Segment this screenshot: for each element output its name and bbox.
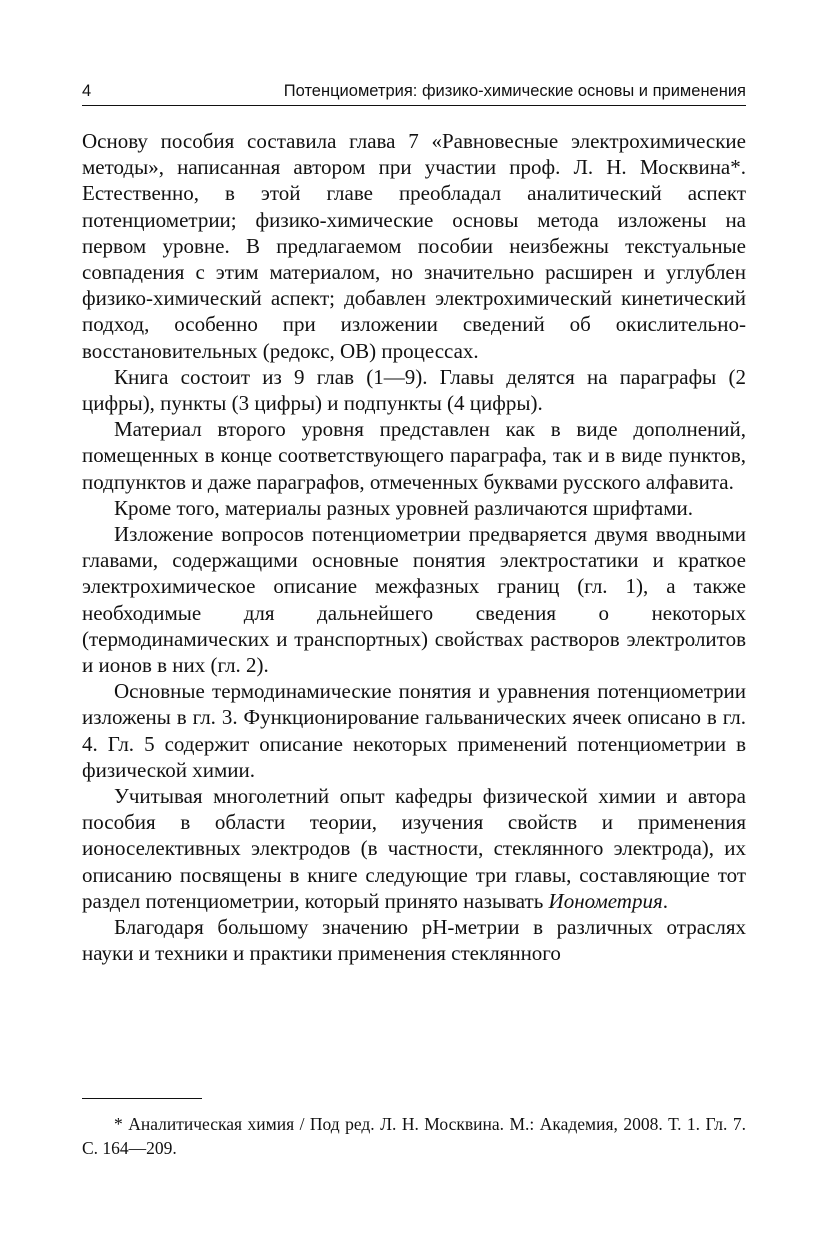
paragraph-7-period: . [662, 888, 668, 913]
ionometry-term: Ионометрия [548, 888, 663, 913]
running-title: Потенциометрия: физико-химические основы и применения [283, 82, 746, 100]
paragraph-6: Основные термодинамические понятия и уравнения потенциометрии изложены в гл. 3. Функционирование гальванических ячеек описано в гл. 4. Гл. 5 содержит описание некоторых применений потенциометрии в физической химии. [82, 679, 746, 782]
paragraph-7 [82, 783, 746, 914]
footnote: * Аналитическая химия / Под ред. Л. Н. Москвина. М.: Академия, 2008. Т. 1. Гл. 7. С. 164—209. [82, 1114, 746, 1158]
paragraph-7-text: Учитывая многолетний опыт кафедры физической химии и автора пособия в области теории, изучения свойств и применения ионоселективных электродов (в частности, стеклянного электрода), их описанию посвящены в книге следующие три главы, составляющие тот раздел потенциометрии, который принято называть [82, 784, 746, 913]
paragraph-2: Книга состоит из 9 глав (1—9). Главы делятся на параграфы (2 цифры), пункты (3 цифры) и подпункты (4 цифры). [82, 364, 746, 416]
body-text [82, 128, 746, 967]
paragraph-4: Кроме того, материалы разных уровней различаются шрифтами. [114, 495, 693, 520]
page-number: 4 [82, 82, 92, 100]
paragraph-1: Основу пособия составила глава 7 «Равновесные электрохимические методы», написанная автором при участии проф. Л. Н. Москвина*. Естественно, в этой главе преобладал аналитический аспект потенциометрии; физико-химические основы метода изложены на первом уровне. В предлагаемом пособии неизбежны текстуальные совпадения с этим материалом, но значительно расширен и углублен физико-химический аспект; добавлен электрохимический кинетический подход, особенно при изложении сведений об окислительно-восстановительных (редокс, ОВ) процессах. [82, 129, 746, 363]
footnote-divider [82, 1098, 202, 1099]
paragraph-8: Благодаря большому значению pH-метрии в различных отраслях науки и техники и практики применения стеклянного [82, 915, 746, 966]
running-header [82, 80, 746, 106]
paragraph-3: Материал второго уровня представлен как в виде дополнений, помещенных в конце соответствующего параграфа, так и в виде пунктов, подпунктов и даже параграфов, отмеченных буквами русского алфавита. [82, 417, 746, 494]
paragraph-5: Изложение вопросов потенциометрии предваряется двумя вводными главами, содержащими основные понятия электростатики и краткое электрохимическое описание межфазных границ (гл. 1), а также необходимые для дальнейшего сведения о некоторых (термодинамических и транспортных) свойствах растворов электролитов и ионов в них (гл. 2). [82, 522, 746, 678]
